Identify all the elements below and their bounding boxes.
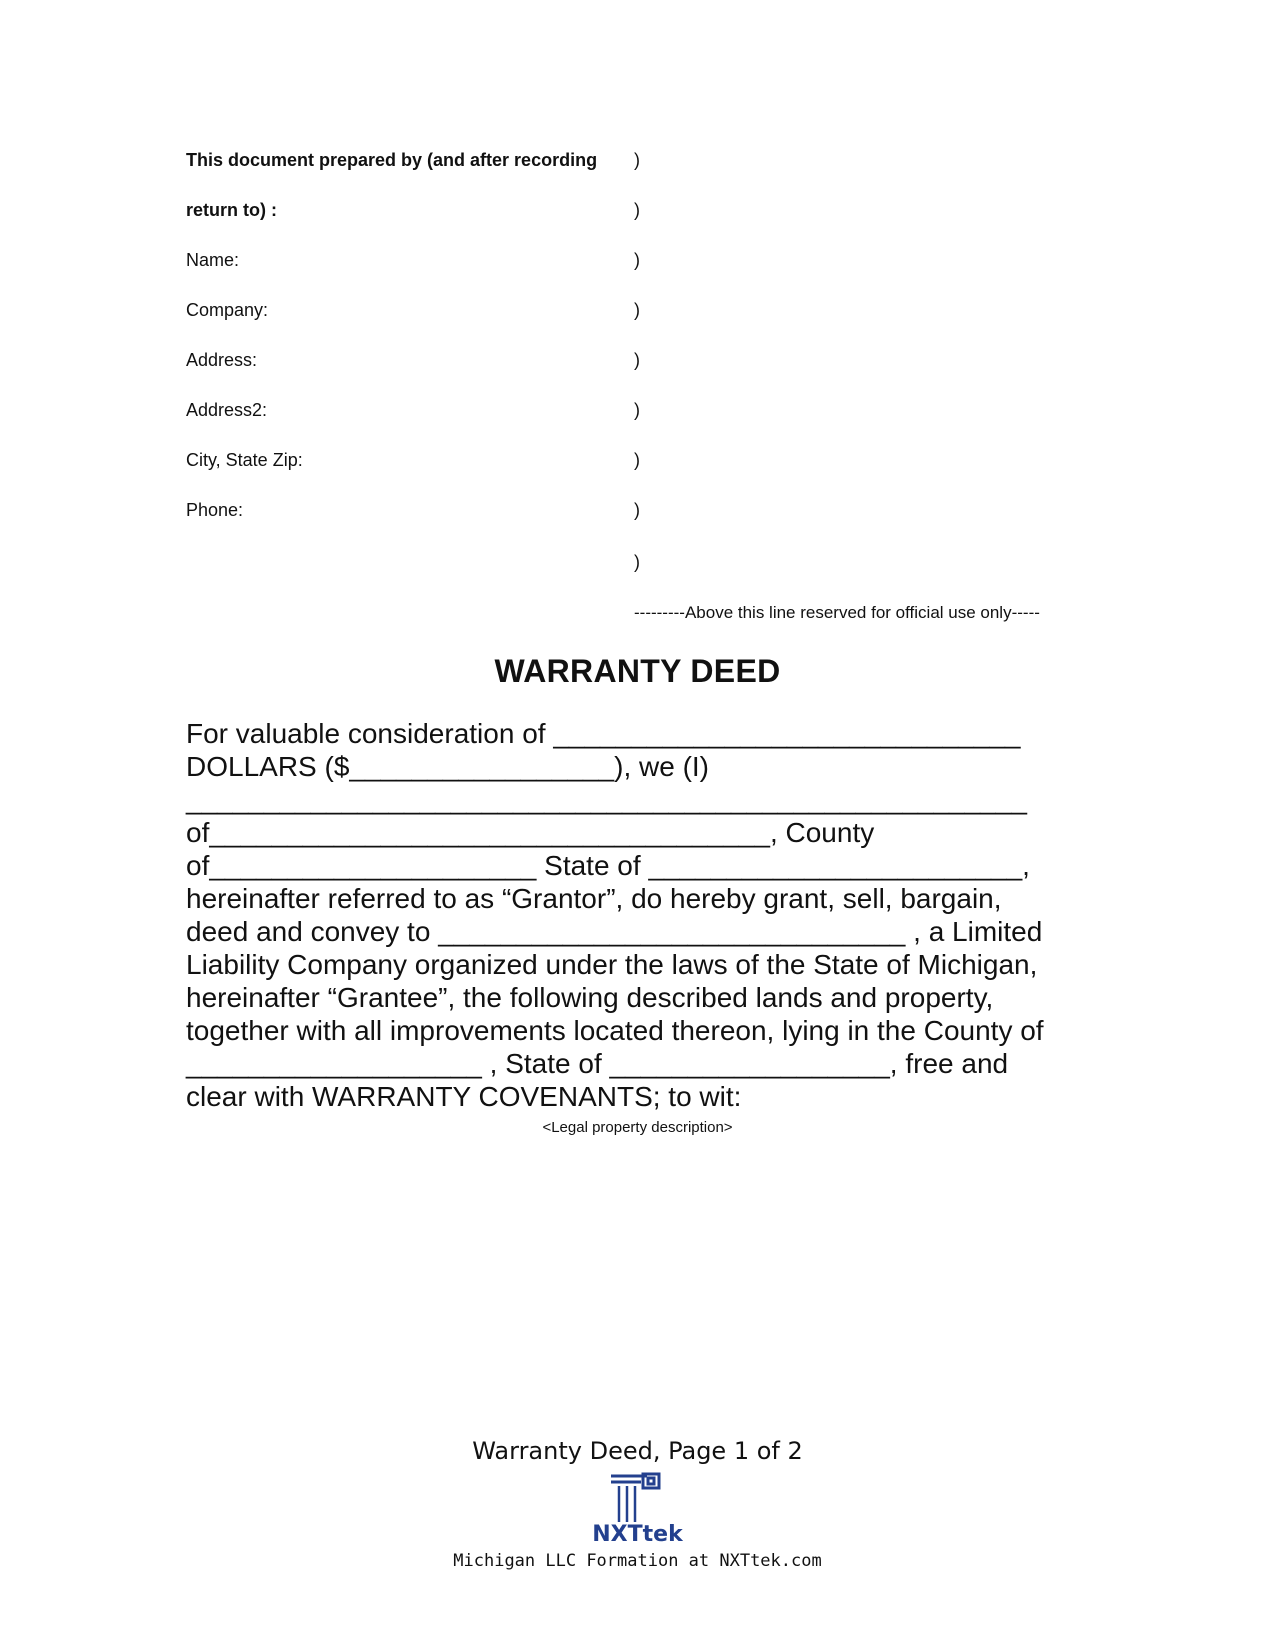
bracket-paren: )	[634, 250, 640, 270]
bracket-paren: )	[634, 400, 640, 420]
body-line: deed and convey to ______________________________ , a Limited	[186, 916, 1043, 947]
preparer-heading-line2: return to) :	[186, 200, 277, 220]
address2-label: Address2:	[186, 400, 268, 420]
bracket-paren: )	[634, 350, 640, 370]
phone-label: Phone:	[186, 500, 244, 520]
body-line: hereinafter referred to as “Grantor”, do hereby grant, sell, bargain,	[186, 883, 1002, 914]
body-line: of_____________________ State of ________________________,	[186, 850, 1030, 881]
body-line: hereinafter “Grantee”, the following described lands and property,	[186, 982, 994, 1013]
bracket-paren: )	[634, 450, 640, 470]
company-label: Company:	[186, 300, 269, 320]
body-line: together with all improvements located thereon, lying in the County of	[186, 1015, 1044, 1046]
body-line: Liability Company organized under the laws of the State of Michigan,	[186, 949, 1038, 980]
bracket-paren: )	[634, 150, 640, 170]
document-title: WARRANTY DEED	[494, 653, 781, 689]
reserved-line-note: ---------Above this line reserved for official use only-----	[634, 603, 1040, 622]
name-label: Name:	[186, 250, 240, 270]
body-line: ___________________ , State of __________________, free and	[186, 1048, 1009, 1079]
body-line: of____________________________________, County	[186, 817, 875, 848]
city-state-zip-label: City, State Zip:	[186, 450, 303, 470]
brand-name: NXTtek	[592, 1522, 683, 1547]
body-line: For valuable consideration of ______________________________	[186, 718, 1021, 749]
body-line: clear with WARRANTY COVENANTS; to wit:	[186, 1081, 742, 1112]
nxttek-column-logo-icon	[607, 1468, 667, 1526]
bracket-paren: )	[634, 200, 640, 220]
address-label: Address:	[186, 350, 258, 370]
preparer-heading-line1: This document prepared by (and after recording	[186, 150, 598, 170]
body-line: ______________________________________________________	[186, 784, 1027, 815]
legal-description-placeholder: <Legal property description>	[542, 1119, 733, 1136]
body-line: DOLLARS ($_________________), we (I)	[186, 751, 710, 782]
bracket-paren: )	[634, 552, 640, 572]
bracket-paren: )	[634, 300, 640, 320]
page-number: Warranty Deed, Page 1 of 2	[472, 1437, 803, 1465]
footer-tagline: Michigan LLC Formation at NXTtek.com	[453, 1551, 822, 1571]
bracket-paren: )	[634, 500, 640, 520]
